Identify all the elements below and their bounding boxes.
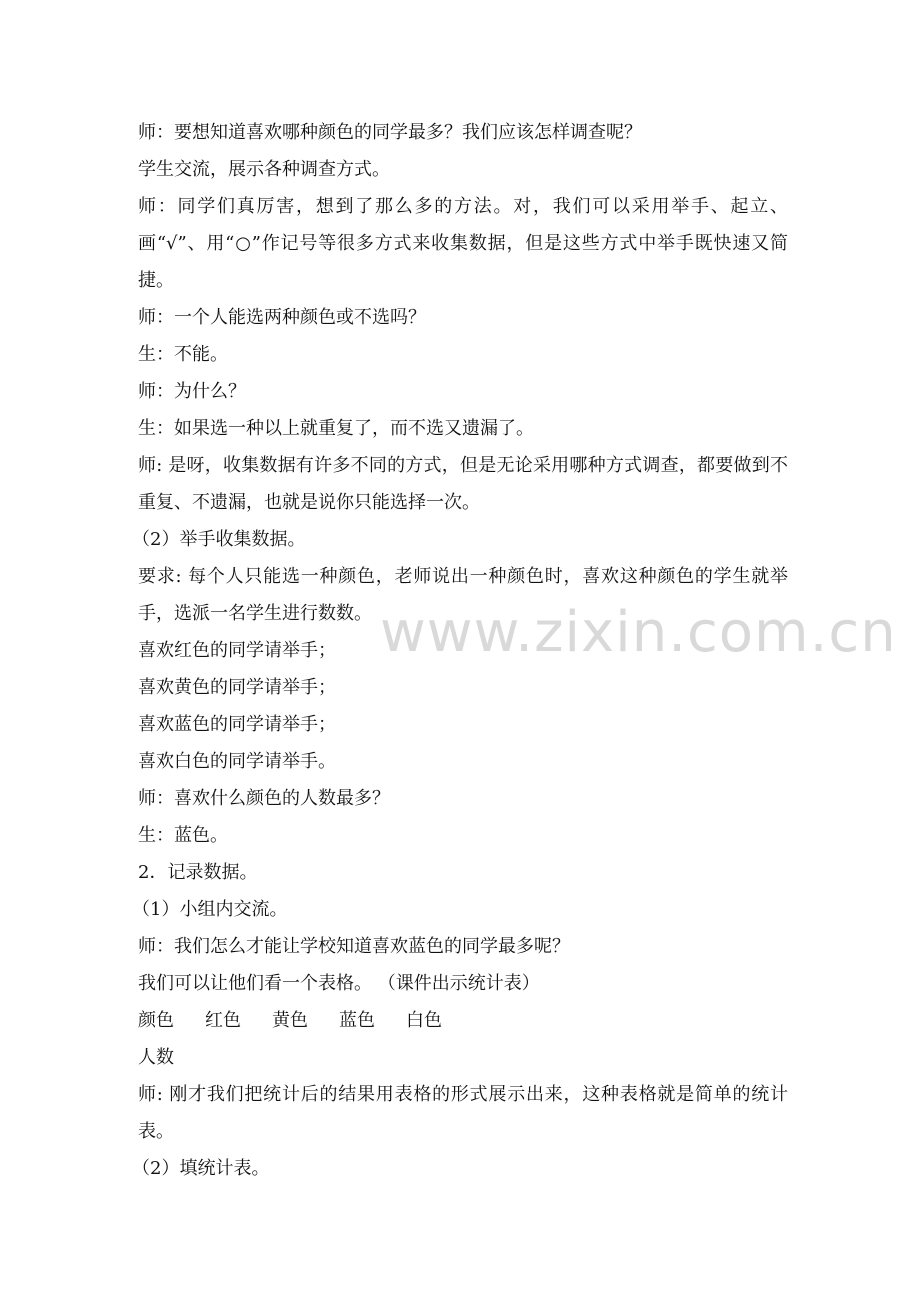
paragraph: 学生交流，展示各种调查方式。 — [138, 159, 390, 180]
paragraph: 师: 是呀，收集数据有许多不同的方式，但是无论采用哪种方式调查，都要做到不重复、不遗漏，也就是说你只能选择一次。 — [138, 455, 788, 513]
paragraph: 师：一个人能选两种颜色或不选吗？ — [138, 307, 426, 328]
watermark: www.zixin.com.cn — [380, 600, 897, 665]
paragraph: 要求: 每个人只能选一种颜色，老师说出一种颜色时，喜欢这种颜色的学生就举手，选派一名学生进行数数。 — [138, 566, 788, 624]
paragraph: 师：同学们真厉害，想到了那么多的方法。对，我们可以采用举手、起立、画“√”、用“○”作记号等很多方式来收集数据，但是这些方式中举手既快速又简捷。 — [138, 196, 788, 291]
table-header-cell: 蓝色 — [339, 1010, 375, 1031]
paragraph: 师：喜欢什么颜色的人数最多？ — [138, 788, 390, 809]
section-heading: 2．记录数据。 — [138, 862, 258, 883]
paragraph: 师：要想知道喜欢哪种颜色的同学最多？我们应该怎样调查呢？ — [138, 122, 642, 143]
paragraph: 我们可以让他们看一个表格。 （课件出示统计表） — [138, 973, 540, 994]
stats-table-header — [138, 1002, 788, 1039]
paragraph: 喜欢白色的同学请举手。 — [138, 751, 336, 772]
table-header-cell: 黄色 — [272, 1010, 308, 1031]
section-heading: （1）小组内交流。 — [132, 899, 288, 920]
paragraph: 喜欢蓝色的同学请举手； — [138, 714, 336, 735]
paragraph: 师：我们怎么才能让学校知道喜欢蓝色的同学最多呢？ — [138, 936, 570, 957]
table-header-cell: 红色 — [205, 1010, 241, 1031]
paragraph: 生：如果选一种以上就重复了，而不选又遗漏了。 — [138, 418, 534, 439]
paragraph: 喜欢黄色的同学请举手； — [138, 677, 336, 698]
paragraph: 喜欢红色的同学请举手； — [138, 640, 336, 661]
section-heading: （2）举手收集数据。 — [132, 529, 306, 550]
paragraph: 师：为什么？ — [138, 381, 246, 402]
paragraph: 师: 刚才我们把统计后的结果用表格的形式展示出来，这种表格就是简单的统计表。 — [138, 1084, 788, 1142]
paragraph: 生：不能。 — [138, 344, 228, 365]
section-heading: （2）填统计表。 — [132, 1158, 270, 1179]
table-header-cell: 白色 — [406, 1010, 442, 1031]
paragraph: 生：蓝色。 — [138, 825, 228, 846]
stats-table-row-label: 人数 — [138, 1047, 174, 1068]
table-header-cell: 颜色 — [138, 1010, 174, 1031]
